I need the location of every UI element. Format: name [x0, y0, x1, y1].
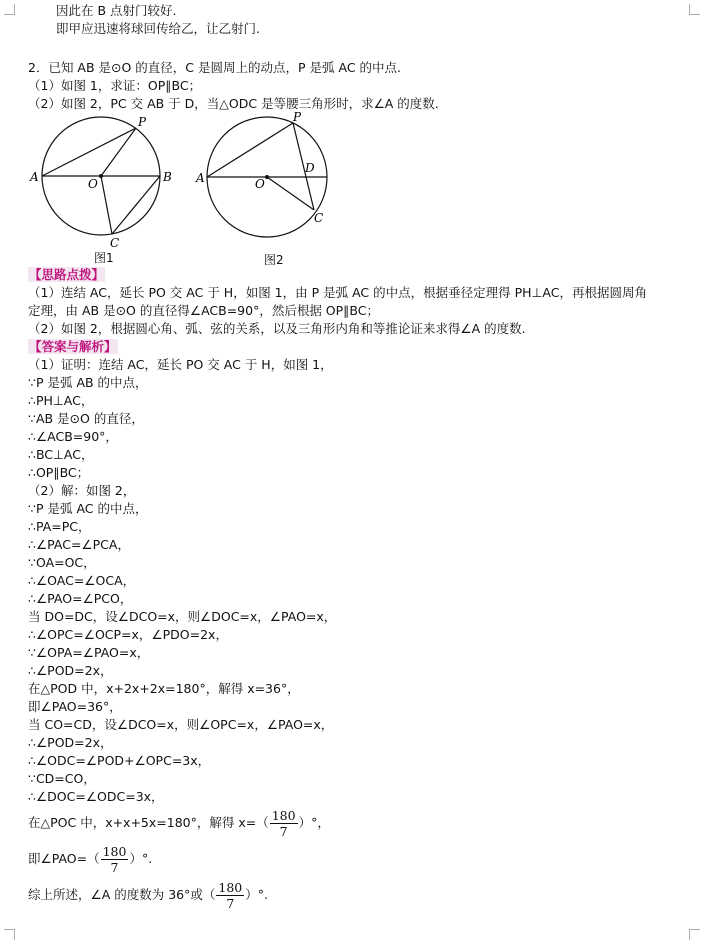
fig2-label-p: P	[293, 110, 302, 124]
answer-line: ∵P 是弧 AC 的中点，	[28, 501, 148, 516]
corner-mark-bottom-left	[4, 929, 15, 940]
answer-line: ∴∠ACB=90°，	[28, 429, 118, 444]
hint-heading	[28, 266, 105, 284]
fraction-180-over-7	[270, 808, 298, 839]
fig1-segment-oc	[101, 176, 112, 234]
answer-line: ∴∠PAO=∠PCO，	[28, 591, 133, 606]
answer-line: ∵∠OPA=∠PAO=x，	[28, 645, 150, 660]
problem-part-1: （1）如图 1，求证：OP∥BC；	[28, 78, 202, 93]
fraction-numerator: 180	[271, 808, 296, 823]
figure-2	[194, 110, 344, 248]
hint-part-1b: 定理，由 AB 是⊙O 的直径得∠ACB=90°，然后根据 OP∥BC；	[28, 303, 380, 318]
fig2-segment-ap	[207, 123, 293, 177]
fraction-numerator: 180	[218, 880, 243, 895]
problem-part-2: （2）如图 2，PC 交 AB 于 D，当△ODC 是等腰三角形时，求∠A 的度数.	[28, 96, 439, 111]
fraction-numerator: 180	[102, 844, 127, 859]
fraction-denominator: 7	[110, 860, 119, 875]
answer-line: ∵P 是弧 AB 的中点，	[28, 375, 148, 390]
fig1-label-o: O	[88, 177, 98, 191]
answer-fraction-line-1	[28, 808, 330, 839]
problem-stem: 2．已知 AB 是⊙O 的直径，C 是圆周上的动点，P 是弧 AC 的中点.	[28, 60, 402, 75]
answer-line: 当 DO=DC，设∠DCO=x，则∠DOC=x，∠PAO=x，	[28, 609, 337, 624]
answer-line: ∴∠POD=2x，	[28, 663, 113, 678]
intro-line-1: 因此在 B 点射门较好.	[56, 3, 177, 18]
answer-line: ∴OP∥BC；	[28, 465, 90, 480]
answer-line: ∵OA=OC，	[28, 555, 96, 570]
answer-line: ∴∠ODC=∠POD+∠OPC=3x，	[28, 753, 211, 768]
answer-conclusion	[28, 880, 268, 911]
answer-line: ∴∠POD=2x，	[28, 735, 113, 750]
fig2-label-c: C	[314, 211, 324, 225]
answer-fraction-line-2	[28, 844, 152, 875]
answer-line: （2）解：如图 2，	[28, 483, 136, 498]
answer-heading	[28, 338, 118, 356]
fig2-label-d: D	[305, 161, 315, 175]
conclusion-prefix: 综上所述，∠A 的度数为 36°或（	[28, 887, 216, 902]
fraction-line-1-prefix: 在△POC 中，x+x+5x=180°，解得 x=（	[28, 815, 269, 830]
answer-line: ∴∠OPC=∠OCP=x，∠PDO=2x，	[28, 627, 228, 642]
hint-part-2: （2）如图 2，根据圆心角、弧、弦的关系，以及三角形内角和等推论证来求得∠A 的度数.	[28, 321, 526, 336]
fraction-line-2-suffix: ）°.	[129, 851, 153, 866]
fig1-label-b: B	[163, 170, 172, 184]
fig1-caption: 图1	[94, 251, 114, 265]
answer-line: ∵CD=CO，	[28, 771, 96, 786]
answer-line: ∵AB 是⊙O 的直径，	[28, 411, 144, 426]
answer-line: ∴∠PAC=∠PCA，	[28, 537, 130, 552]
fraction-denominator: 7	[279, 824, 288, 839]
fig1-label-c: C	[110, 236, 120, 250]
answer-line: 当 CO=CD，设∠DCO=x，则∠OPC=x，∠PAO=x，	[28, 717, 334, 732]
fig1-label-p: P	[138, 115, 147, 129]
fraction-line-2-prefix: 即∠PAO=（	[28, 851, 100, 866]
answer-line: 在△POD 中，x+2x+2x=180°，解得 x=36°，	[28, 681, 300, 696]
corner-mark-top-right	[689, 4, 700, 15]
fig2-caption: 图2	[264, 253, 284, 267]
answer-line: ∴PH⊥AC，	[28, 393, 94, 408]
fraction-180-over-7	[101, 844, 129, 875]
hint-part-1a: （1）连结 AC，延长 PO 交 AC 于 H，如图 1，由 P 是弧 AC 的中点，根据垂径定理得 PH⊥AC，再根据圆周角	[28, 285, 647, 300]
answer-line: ∴BC⊥AC，	[28, 447, 94, 462]
hint-tag: 【思路点拨】	[29, 267, 105, 282]
answer-line: ∴∠DOC=∠ODC=3x，	[28, 789, 164, 804]
answer-line: ∴PA=PC，	[28, 519, 91, 534]
fig2-center-dot	[265, 175, 269, 179]
conclusion-suffix: ）°.	[245, 887, 268, 902]
fig2-label-o: O	[255, 177, 265, 191]
intro-line-2: 即甲应迅速将球回传给乙，让乙射门.	[56, 21, 260, 36]
fig2-label-a: A	[196, 171, 205, 185]
corner-mark-top-left	[4, 4, 15, 15]
fraction-line-1-suffix: ）°，	[298, 815, 330, 830]
figure-1	[28, 114, 178, 250]
fraction-180-over-7	[216, 880, 244, 911]
answer-line: ∴∠OAC=∠OCA，	[28, 573, 136, 588]
fraction-denominator: 7	[226, 896, 235, 911]
fig1-label-a: A	[30, 170, 39, 184]
answer-tag: 【答案与解析】	[29, 339, 117, 354]
answer-line: 即∠PAO=36°，	[28, 699, 122, 714]
fig1-segment-op	[101, 128, 136, 176]
fig1-segment-ap	[42, 128, 136, 176]
fig1-center-dot	[99, 174, 103, 178]
corner-mark-bottom-right	[689, 929, 700, 940]
answer-line: （1）证明：连结 AC，延长 PO 交 AC 于 H，如图 1，	[28, 357, 333, 372]
